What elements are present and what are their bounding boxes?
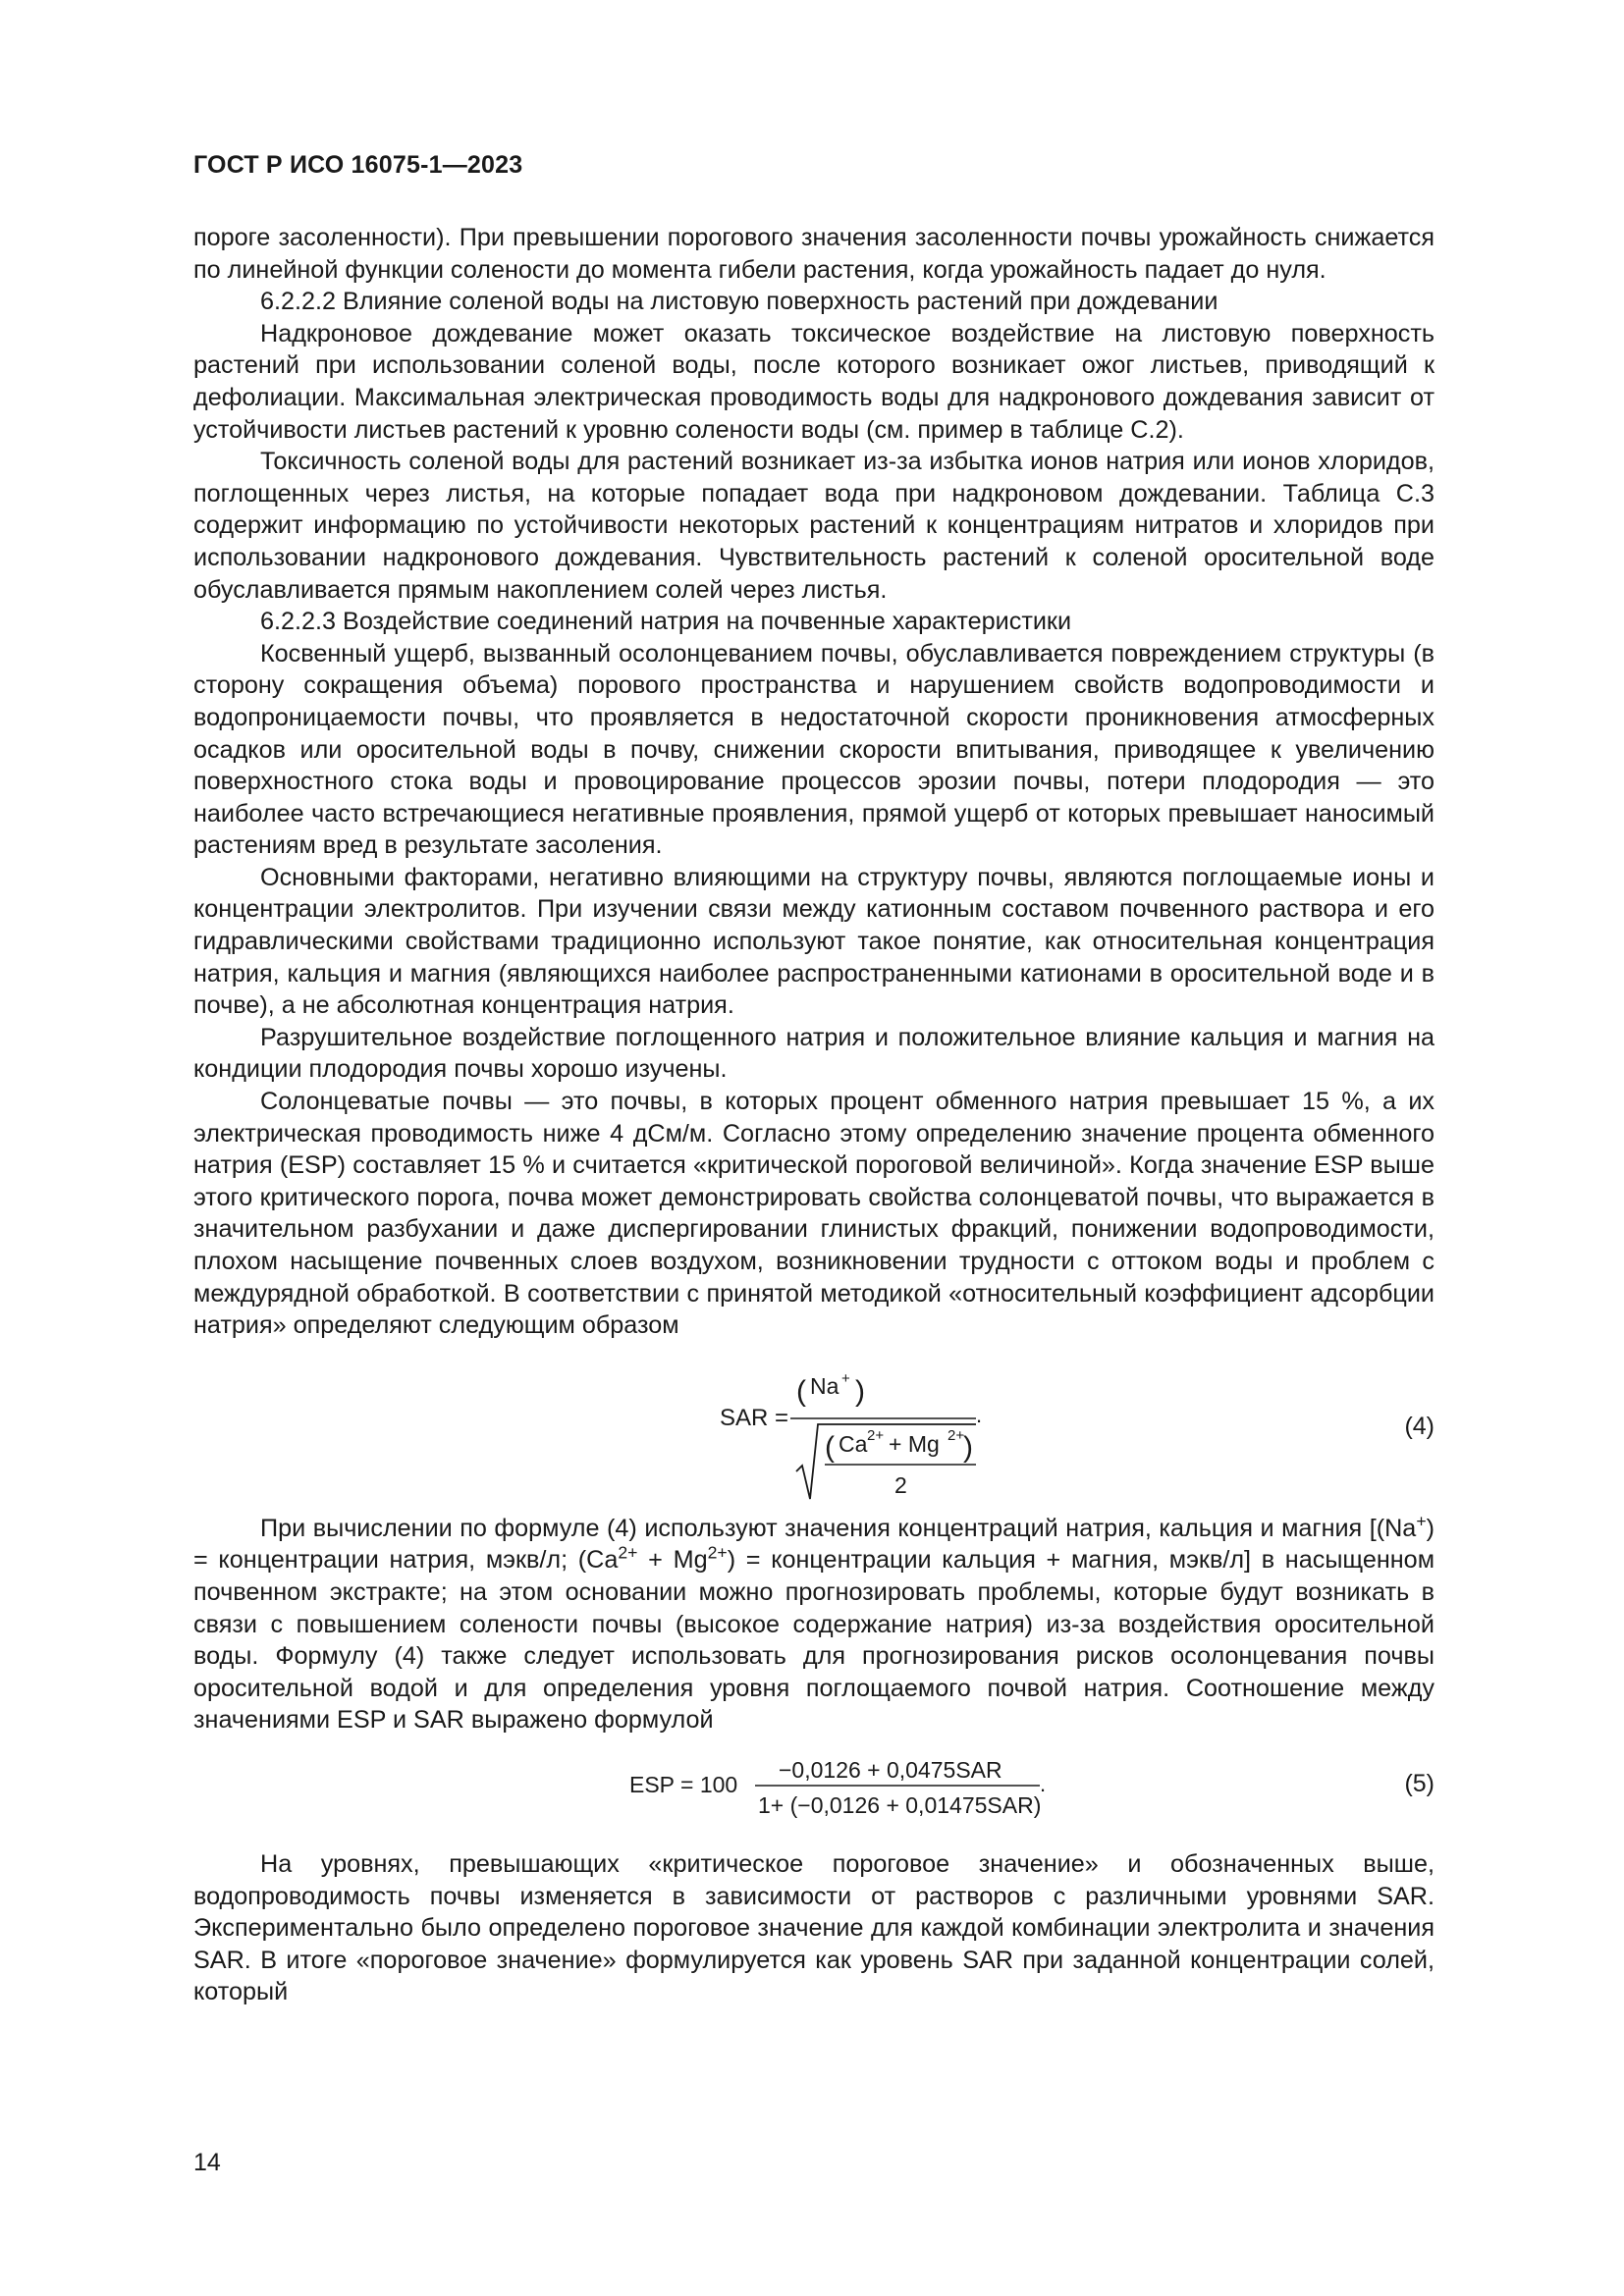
document-header: ГОСТ Р ИСО 16075-1—2023 [193, 151, 523, 179]
den-two: 2 [894, 1471, 907, 1498]
den-mg-sup: 2+ [947, 1426, 965, 1444]
formula-esp [193, 1748, 1435, 1831]
paragraph: Солонцеватые почвы — это почвы, в которых процент обменного натрия превышает 15 %, а их электрическая проводимость ниже 4 дСм/м. Согласно этому определению значение процента обменного натрия (ESP) составляет 15 % и считается «критической пороговой величиной». Когда значение ESP выше этого критического порога, почва может демонстрировать свойства солонцеватой почвы, что выражается в значительном разбухании и даже диспергировании глинистых фракций, понижении водопроводимости, плохом насыщение почвенных слоев воздухом, возникновении трудности с оттоком воды и проблем с междурядной обработкой. В соответствии с принятой методикой «относительный коэффициент адсорбции натрия» определяют следующим образом [193, 1088, 1435, 1340]
paragraph: пороге засоленности). При превышении порогового значения засоленности почвы урожайность снижается по линейной функции солености до момента гибели растения, когда урожайность падает до нуля. [193, 224, 1435, 284]
paragraph: Косвенный ущерб, вызванный осолонцеванием почвы, обуславливается повреждением структуры (в сторону сокращения объема) порового пространства и нарушением свойств водопроводимости и водопроницаемости почвы, что проявляется в недостаточной скорости проникновения атмосферных осадков или оросительной воды в почву, снижении скорости впитывания, приводящее к увеличению поверхностного стока воды и провоцирование процессов эрозии почвы, потери плодородия — это наиболее часто встречающиеся негативные проявления, прямой ущерб от которых превышает наносимый растениям вред в результате засоления. [193, 639, 1435, 860]
superscript: + [1416, 1511, 1427, 1531]
equation-number: (4) [1404, 1412, 1435, 1440]
superscript: 2+ [618, 1542, 638, 1563]
esp-numerator: −0,0126 + 0,0475SAR [779, 1756, 1002, 1783]
formula-sar [193, 1362, 1435, 1509]
paragraph: Надкроновое дождевание может оказать токсическое воздействие на листовую поверхность растений при использовании соленой воды, после которого возникает ожог листьев, приводящий к дефолиации. Максимальная электрическая проводимость воды для надкронового дождевания зависит от устойчивости листьев растений к уровню солености воды (см. пример в таблице С.2). [193, 319, 1435, 444]
paragraph: Основными факторами, негативно влияющими на структуру почвы, являются поглощаемые ионы и концентрации электролитов. При изучении связи между катионным составом почвенного раствора и его гидравлическими свойствами традиционно используют такое понятие, как относительная концентрация натрия, кальция и магния (являющихся наиболее распространенными катионами в оросительной воде и в почве), а не абсолютная концентрация натрия. [193, 863, 1435, 1020]
paragraph: На уровнях, превышающих «критическое пороговое значение» и обозначенных выше, водопроводимость почвы изменяется в зависимости от растворов с различными уровнями SAR. Экспериментально было определено пороговое значение для каждой комбинации электролита и значения SAR. В итоге «пороговое значение» формулируется как уровень SAR при заданной концентрации солей, который [193, 1849, 1435, 2006]
paren-close: ) [855, 1374, 865, 1408]
formula-sar-graphic [193, 1362, 1435, 1509]
esp-period: . [1040, 1771, 1047, 1796]
equation-number: (5) [1404, 1769, 1435, 1797]
esp-denominator: 1+ (−0,0126 + 0,01475SAR) [758, 1791, 1042, 1818]
paren-close-inner: ) [963, 1430, 973, 1464]
sar-period: . [976, 1402, 983, 1427]
paren-open-inner: ( [825, 1430, 835, 1464]
superscript: 2+ [707, 1542, 728, 1563]
body-text [193, 222, 1435, 2008]
text-span: ) = концентрации натрия, мэкв/л; (Ca [193, 1514, 1435, 1575]
sar-lhs: SAR = [720, 1404, 789, 1431]
den-ca-sup: 2+ [867, 1426, 885, 1444]
paragraph: Токсичность соленой воды для растений возникает из-за избытка ионов натрия или ионов хлоридов, поглощенных через листья, на которые попадает вода при надкроновом дождевании. Таблица С.3 содержит информацию по устойчивости некоторых растений к концентрациям нитратов и хлоридов при использовании надкронового дождевания. Чувствительность растений к соленой оросительной воде обуславливается прямым накоплением солей через листья. [193, 448, 1435, 604]
paragraph: Разрушительное воздействие поглощенного натрия и положительное влияние кальция и магния на кондиции плодородия почвы хорошо изучены. [193, 1023, 1435, 1084]
paragraph [193, 1513, 1435, 1736]
section-heading: 6.2.2.2 Влияние соленой воды на листовую поверхность растений при дождевании [260, 288, 1218, 316]
paren-open: ( [796, 1374, 806, 1408]
sar-numerator: Na [810, 1372, 839, 1399]
page-number: 14 [193, 2149, 221, 2176]
sar-numerator-sup: + [841, 1369, 850, 1387]
esp-lhs: ESP = 100 [629, 1771, 738, 1797]
section-heading: 6.2.2.3 Воздействие соединений натрия на почвенные характеристики [260, 608, 1072, 636]
text-span: При вычислении по формуле (4) используют значения концентраций натрия, кальция и магния [(Na [260, 1514, 1417, 1542]
text-span: ) = концентрации кальция + магния, мэкв/л] в насыщенном почвенном экстракте; на этом основании можно прогнозировать проблемы, которые будут возникать в связи с повышением солености почвы (высокое содержание натрия) из-за воздействия оросительной воды. Формулу (4) также следует использовать для прогнозирования рисков осолонцевания почвы оросительной водой и для определения уровня поглощаемого почвой натрия. Соотношение между значениями ESP и SAR выражено формулой [193, 1546, 1435, 1735]
den-ca: Ca [839, 1430, 868, 1457]
den-mg: + Mg [889, 1430, 940, 1457]
text-span: + Mg [637, 1546, 708, 1575]
formula-esp-graphic [193, 1748, 1435, 1831]
